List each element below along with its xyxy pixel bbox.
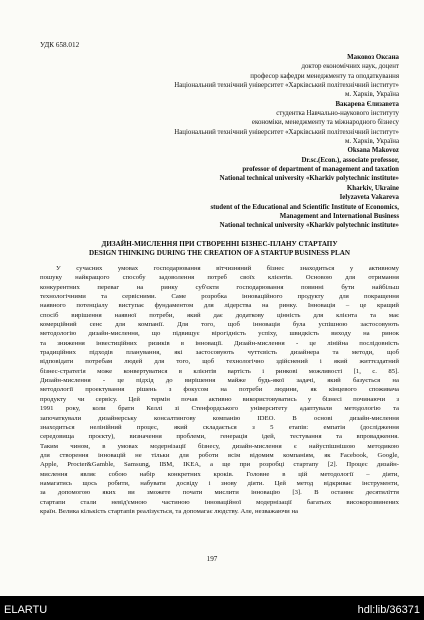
page-number: 197 (206, 555, 218, 563)
author-line: м. Харків, Україна (344, 91, 399, 99)
body-line: бізнес-стратегія може конвертуватися в клієнтів вартість і ринкові можливості [1, с. 85]. (40, 367, 399, 375)
title-english: DESIGN THINKING DURING THE CREATION OF A STARTUP BUSINESS PLAN (89, 249, 350, 258)
body-line: намагатись щось робити, набувати досвіду і знову діяти. Цей метод відкриває інструменти, (40, 479, 399, 487)
body-line: 1991 року, коли брати Келлі зі Стенфордського університету адаптували методологію та (40, 405, 399, 413)
body-line: наявного потенціалу виступає фундаментом для лідерства на ринку. Інновація – це кращий (40, 302, 399, 310)
author-line: м. Харків, Україна (344, 138, 399, 146)
author-line: доктор економічних наук, доцент (301, 63, 399, 71)
body-line: започаткували дизайнерську консалтингову компанію IDEO. В основі дизайн-мислення (40, 414, 399, 422)
title-ukrainian: ДИЗАЙН-МИСЛЕННЯ ПРИ СТВОРЕННІ БІЗНЕС-ПЛАНУ СТАРТАПУ (101, 240, 338, 248)
author-line: Kharkiv, Ukraine (346, 184, 399, 192)
author-line: Management and International Business (279, 212, 399, 220)
body-line: комерційний сенс для компанії. Для того, щоб інновація була успішною застосовують (40, 321, 399, 329)
author-name: Ielyzaveta Vakareva (339, 194, 399, 202)
udk-code: УДК 658.012 (40, 41, 80, 49)
author-2 (40, 100, 399, 147)
author-name: Вакарева Єлизавета (335, 100, 399, 108)
body-line: стартапи стали невід'ємною частиною інноваційної модернізації багатьох високорозвинених (40, 498, 399, 506)
body-line: методології проектування рішень з фокусом на потреби людини, як кінцевого споживача (40, 386, 399, 394)
body-line: Дизайн-мислення - це підхід до вирішення майже будь-якої задачі, який базується на (40, 377, 399, 385)
footer-repository-label: ELARTU (4, 604, 48, 616)
body-line: країн. Велика кількість стартапів реалізується, та допомагає людству. Але, незважаючи на (40, 507, 299, 515)
body-line: знаходиться нелінійний процес, який складається з 5 етапів: емпатія (дослідження (40, 423, 399, 431)
body-line: пошуку найкращого способу задоволення потреб своїх клієнтів. Основою для отримання (40, 274, 399, 282)
body-line: для створення інновацій не тільки для роботи всім відомим компаніям, як Facebook, Google, (40, 451, 399, 459)
author-4 (40, 193, 399, 230)
author-line: professor of department of management and taxation (242, 166, 399, 174)
author-line: студентка Навчально-наукового інституту (276, 110, 399, 118)
author-1 (40, 53, 399, 100)
body-line: Таким чином, в умовах модернізації бізнесу, дизайн-мислення є найуспішнішою методикою (40, 442, 399, 450)
body-line: методологію дизайн-мислення, що підвищує вірогідність успіху, швидкість виходу на ринок (40, 330, 399, 338)
author-3 (40, 146, 399, 193)
body-line: технологічними та сервісними. Саме розробка інноваційного продукту для покращення (40, 293, 399, 301)
author-line: Національний технічний університет «Харківський політехнічний інститут» (174, 82, 399, 90)
body-line: Apple, Procter&Gamble, Samsung, IBM, IKEA, а ще при розробці стартапу [2]. Процес дизайн- (40, 461, 399, 469)
body-line: та зниження інвестиційних ризиків в інновації. Дизайн-мислення - це лінійна послідовність (40, 339, 399, 347)
body-line: продукту чи сервісу. Цей термін почав активно використовуватись у бізнесі починаючи з (40, 395, 399, 403)
body-line: спосіб вирішення наявної потреби, який дає додаткову цінність для клієнта та має (40, 311, 399, 319)
body-line: традиційних підходів планування, які застосовують чуттєвість дизайнера та методи, щоб (40, 349, 399, 357)
body-line: мислення являє собою набір конкретних кроків. Головне в цій методології – діяти, (40, 470, 399, 478)
author-line: професор кафедри менеджменту та оподаткування (250, 72, 399, 80)
body-text (40, 264, 399, 516)
authors-block (40, 53, 399, 231)
author-name: Маковоз Оксана (347, 54, 399, 61)
body-line: середовища проєкту), визначення проблеми, генерація ідей, тестування та впровадження. (40, 433, 399, 441)
author-line: National technical university «Kharkiv polytechnic institute» (219, 222, 399, 230)
body-line: відповідати потребам людей для того, щоб технологічно здійснений і який життєздатний (40, 358, 399, 366)
article-titles (40, 240, 399, 259)
author-name: Oksana Makovoz (347, 147, 399, 155)
author-line: student of the Educational and Scientific Institute of Economics, (210, 203, 399, 211)
footer-handle-label: hdl:lib/36371 (357, 604, 420, 616)
author-line: економіки, менеджменту та міжнародного бізнесу (251, 119, 399, 127)
body-line: за допомогою яких ви зможете почати мислити інновацію [3]. В останнє десятиліття (40, 489, 399, 497)
body-line: У сучасних умовах господарювання вітчизняний бізнес знаходиться у активному (56, 265, 399, 272)
author-line: Національний технічний університет «Харківський політехнічний інститут» (174, 128, 399, 136)
footer-bar (0, 596, 424, 620)
author-line: Dr.sc.(Econ.), associate professor, (301, 156, 399, 164)
body-line: конкурентних переваг на ринку суб'єкти господарювання повинні бути найбільш (40, 283, 399, 291)
author-line: National technical university «Kharkiv polytechnic institute» (219, 175, 399, 183)
